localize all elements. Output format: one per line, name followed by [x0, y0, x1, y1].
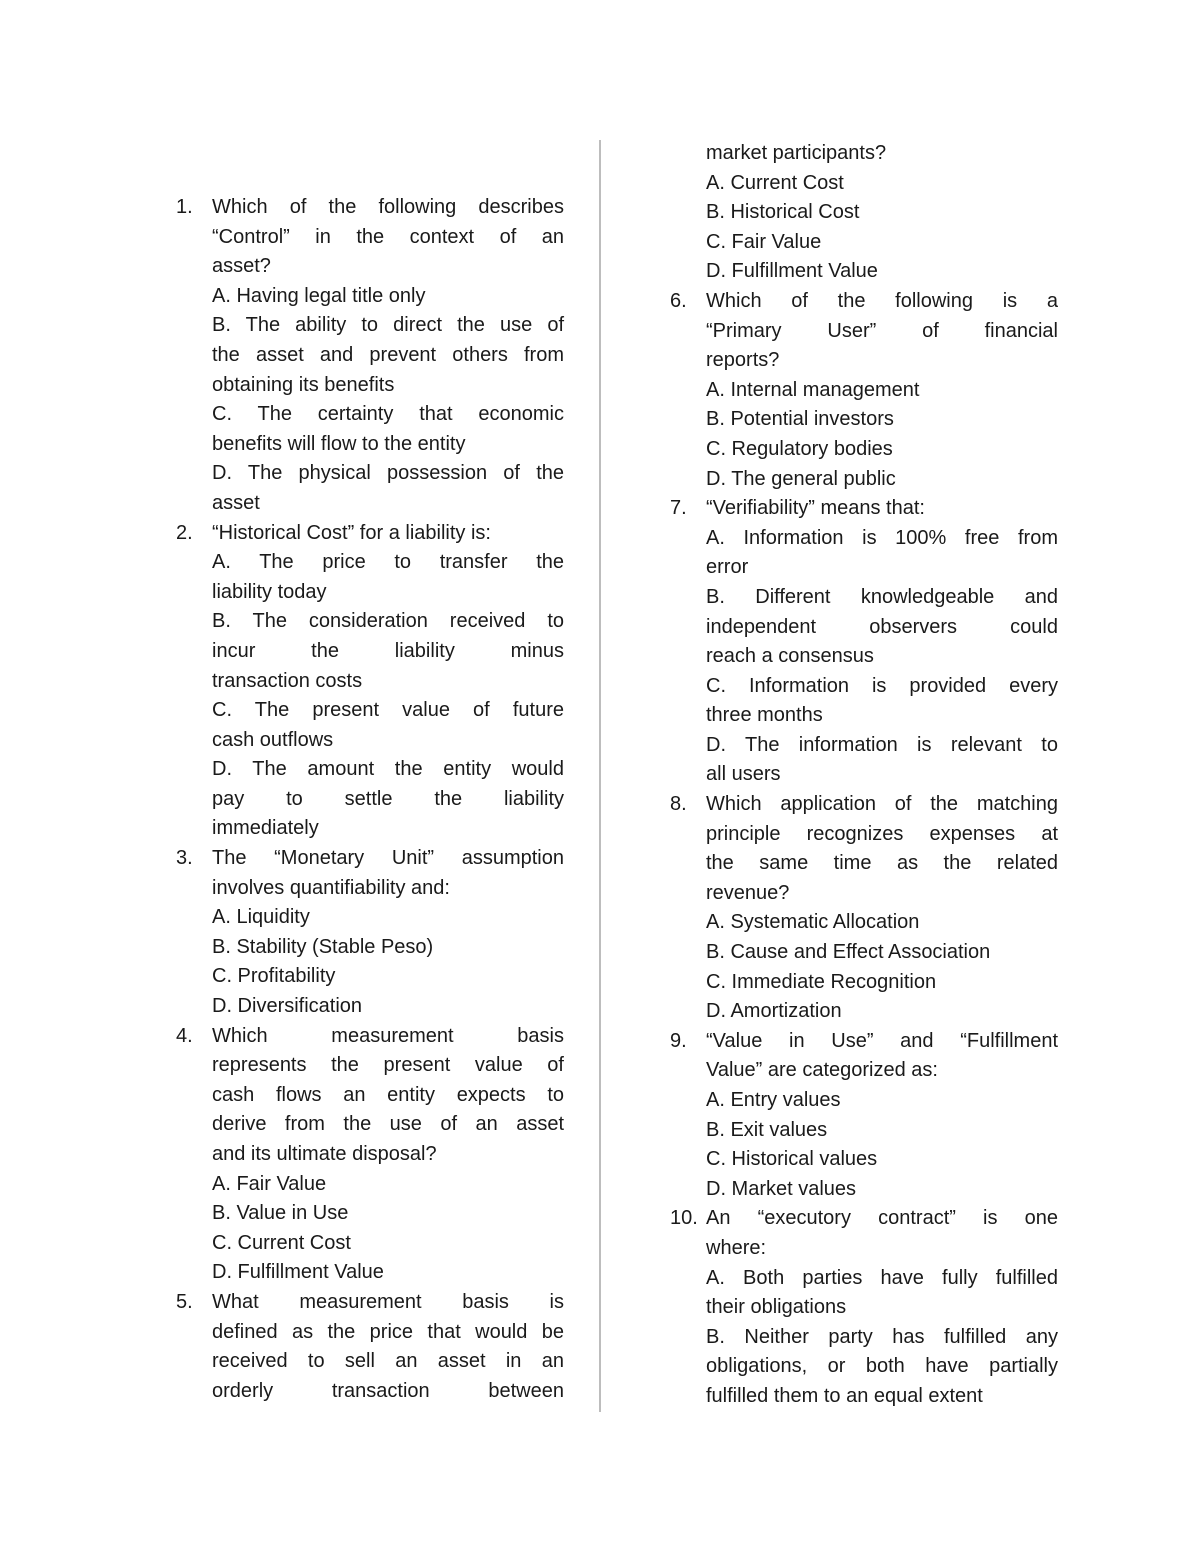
option-a-line: liability today [212, 580, 327, 603]
question-stem-line: received to sell an asset in an [212, 1350, 564, 1373]
option-b-line: incur the liability minus [212, 639, 564, 662]
question-5 [176, 1288, 564, 1406]
left-column [176, 193, 564, 1406]
question-number: 5. [176, 1290, 193, 1313]
question-stem-line: The “Monetary Unit” assumption [212, 847, 564, 870]
option-a: A. Having legal title only [212, 284, 426, 307]
option-b-line: obtaining its benefits [212, 373, 395, 396]
question-number: 2. [176, 521, 193, 544]
question-stem-line: represents the present value of [212, 1054, 564, 1077]
option-d: D. Fulfillment Value [706, 260, 878, 283]
question-stem-line: “Control” in the context of an [212, 225, 564, 248]
question-number: 7. [670, 497, 687, 520]
option-a: A. Systematic Allocation [706, 911, 920, 934]
option-d: D. Fulfillment Value [212, 1261, 384, 1284]
option-d: D. The general public [706, 467, 896, 490]
option-a: A. Both parties have fully fulfilled [706, 1266, 1058, 1289]
question-5-continued [670, 139, 1058, 287]
option-c-line: benefits will flow to the entity [212, 432, 466, 455]
option-b: B. Potential investors [706, 408, 894, 431]
option-a: A. Fair Value [212, 1172, 327, 1195]
option-b: B. Different knowledgeable and [706, 585, 1058, 608]
question-stem-line: “Value in Use” and “Fulfillment [706, 1029, 1058, 1052]
question-stem-line: Value” are categorized as: [706, 1059, 938, 1082]
option-a: A. Entry values [706, 1089, 841, 1111]
option-c: C. Profitability [212, 965, 336, 988]
question-stem-line: cash flows an entity expects to [212, 1083, 564, 1106]
option-c-line: three months [706, 704, 823, 727]
question-1 [176, 193, 564, 519]
option-c: C. The certainty that economic [212, 403, 564, 426]
question-stem-line: asset? [212, 255, 271, 278]
right-column [670, 139, 1058, 1412]
option-d: D. Amortization [706, 1000, 842, 1023]
option-b: B. The ability to direct the use of [212, 314, 564, 337]
option-c: C. The present value of future [212, 699, 564, 722]
option-a: A. Internal management [706, 378, 920, 401]
option-b: B. Historical Cost [706, 201, 860, 224]
option-b-line: independent observers could [706, 615, 1058, 638]
question-stem-line: orderly transaction between [212, 1379, 564, 1402]
question-number: 1. [176, 196, 193, 218]
column-divider [599, 140, 601, 1412]
question-6 [670, 287, 1058, 494]
option-a: A. Liquidity [212, 906, 310, 929]
option-d: D. Market values [706, 1177, 857, 1200]
option-c: C. Regulatory bodies [706, 437, 893, 460]
question-stem-line: the same time as the related [706, 852, 1058, 875]
question-stem-line: and its ultimate disposal? [212, 1143, 437, 1165]
option-c: C. Fair Value [706, 230, 822, 253]
question-stem-line: “Verifiability” means that: [706, 497, 925, 520]
option-d: D. The physical possession of the [212, 462, 564, 485]
question-number: 8. [670, 793, 687, 816]
option-c-line: cash outflows [212, 728, 334, 751]
option-c: C. Historical values [706, 1148, 878, 1171]
option-b-line: fulfilled them to an equal extent [706, 1384, 983, 1407]
option-d-line: all users [706, 763, 781, 786]
option-b: B. Cause and Effect Association [706, 941, 991, 964]
question-7 [670, 494, 1058, 790]
question-stem-line: Which of the following is a [706, 289, 1058, 312]
option-b: B. Stability (Stable Peso) [212, 935, 434, 958]
question-stem-line: “Historical Cost” for a liability is: [212, 521, 491, 544]
question-stem-line: principle recognizes expenses at [706, 822, 1058, 845]
option-b-line: the asset and prevent others from [212, 343, 564, 366]
option-b-line: obligations, or both have partially [706, 1355, 1058, 1378]
question-stem-line: Which application of the matching [706, 793, 1058, 816]
option-d: D. The amount the entity would [212, 758, 564, 781]
question-10 [670, 1204, 1058, 1411]
option-c: C. Current Cost [212, 1231, 351, 1254]
question-stem-line: “Primary User” of financial [706, 319, 1058, 342]
option-b: B. Neither party has fulfilled any [706, 1325, 1058, 1348]
option-a-line: their obligations [706, 1296, 847, 1319]
question-3 [176, 844, 564, 1022]
question-stem-line: What measurement basis is [212, 1290, 564, 1313]
option-b: B. Value in Use [212, 1202, 349, 1225]
question-stem-line: Which of the following describes [212, 196, 564, 218]
option-d: D. The information is relevant to [706, 733, 1058, 756]
question-stem-line: market participants? [706, 142, 887, 164]
question-stem-line: revenue? [706, 881, 790, 904]
question-number: 10. [670, 1207, 698, 1230]
question-stem-line: involves quantifiability and: [212, 876, 450, 899]
question-stem-line: defined as the price that would be [212, 1320, 564, 1343]
question-9 [670, 1027, 1058, 1205]
option-c: C. Immediate Recognition [706, 970, 937, 993]
question-stem-line: where: [706, 1236, 767, 1259]
question-stem-line: derive from the use of an asset [212, 1113, 564, 1136]
question-8 [670, 790, 1058, 1027]
question-number: 4. [176, 1024, 193, 1047]
option-d: D. Diversification [212, 995, 363, 1018]
option-d-line: asset [212, 491, 260, 514]
question-stem-line: An “executory contract” is one [706, 1207, 1058, 1230]
question-stem-line: reports? [706, 349, 780, 372]
option-a: A. The price to transfer the [212, 551, 564, 574]
option-a: A. Current Cost [706, 171, 844, 194]
option-a: A. Information is 100% free from [706, 526, 1058, 549]
question-stem-line: Which measurement basis [212, 1024, 564, 1047]
question-number: 6. [670, 289, 687, 312]
question-4 [176, 1022, 564, 1288]
option-d-line: pay to settle the liability [212, 787, 564, 810]
option-b: B. Exit values [706, 1118, 828, 1141]
question-number: 3. [176, 847, 193, 870]
question-2 [176, 519, 564, 845]
option-c: C. Information is provided every [706, 674, 1058, 697]
question-number: 9. [670, 1029, 687, 1052]
option-b: B. The consideration received to [212, 610, 564, 633]
option-b-line: transaction costs [212, 669, 363, 692]
option-b-line: reach a consensus [706, 645, 874, 668]
option-d-line: immediately [212, 817, 319, 840]
option-a-line: error [706, 556, 749, 579]
